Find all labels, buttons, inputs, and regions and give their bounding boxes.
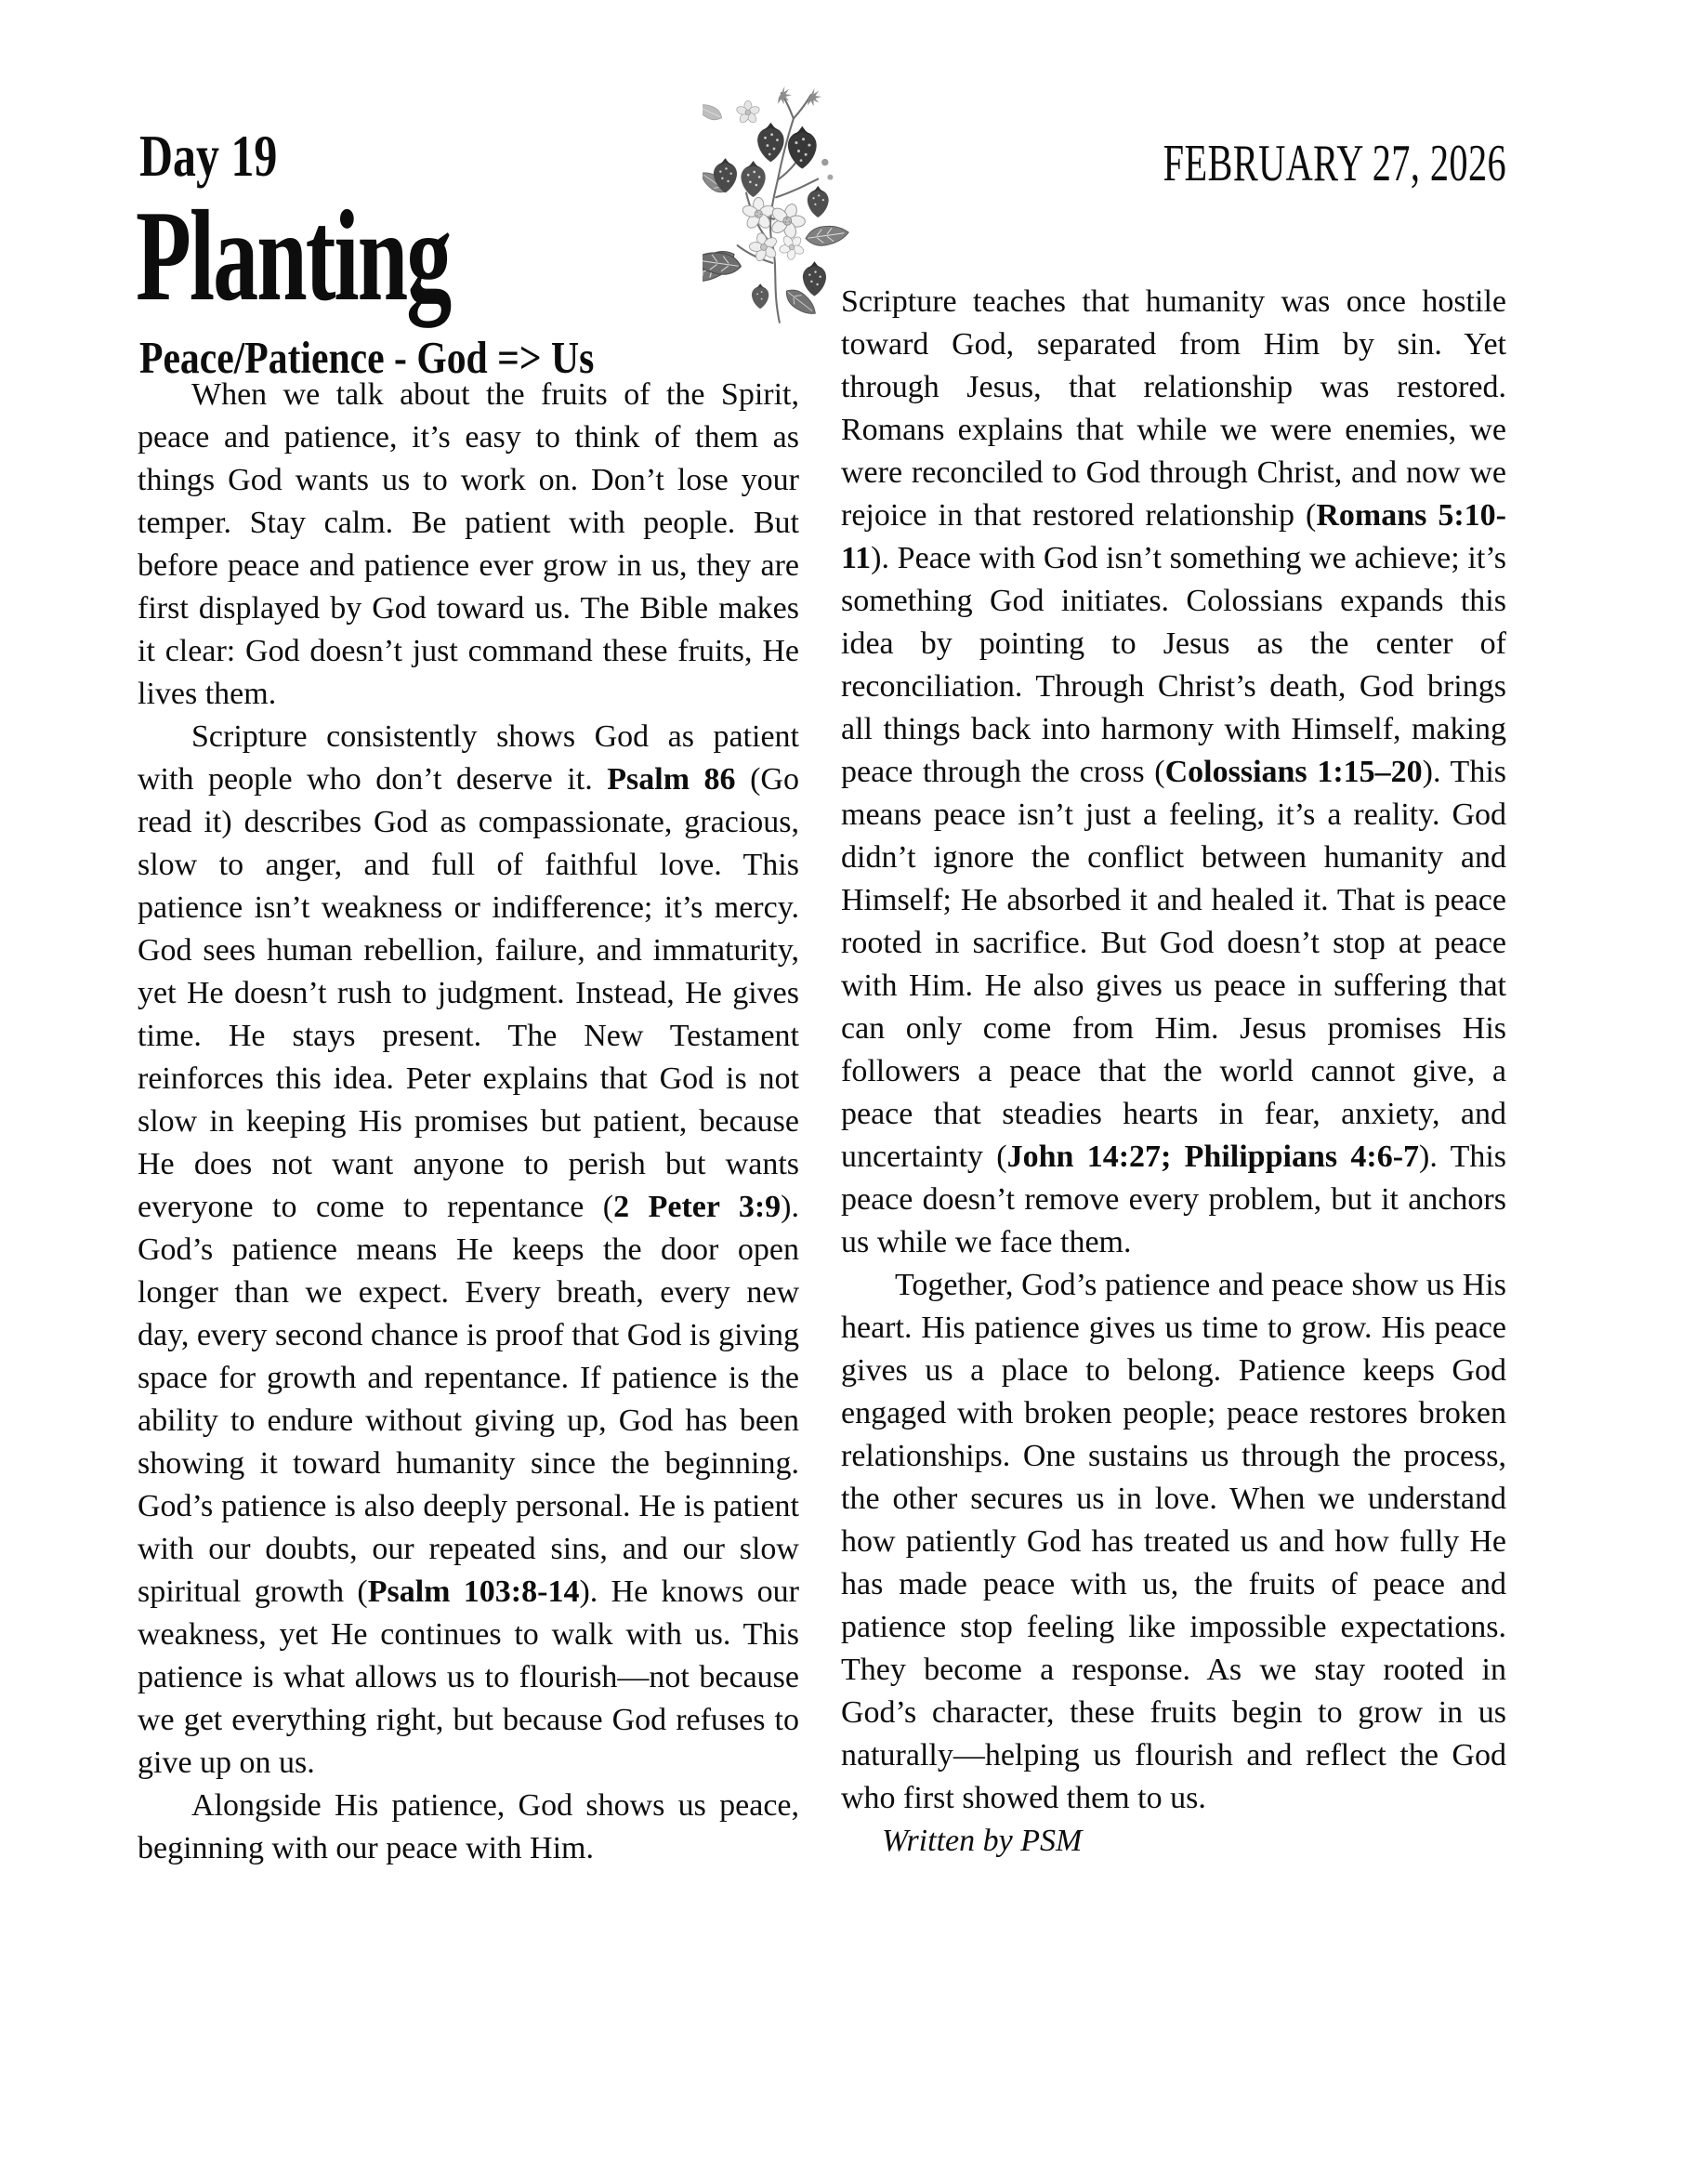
paragraph: When we talk about the fruits of the Spirit, peace and patience, it’s easy to think of them as things God wants us to work on. Don’t lose your temper. Stay calm. Be patient with people. But before peace and patience ever grow in us, they are first displayed by God toward us. The Bible makes it clear: God doesn’t just command these fruits, He lives them.	[138, 377, 799, 711]
page-title-text: Planting	[136, 184, 451, 328]
flower-top	[736, 100, 761, 124]
paragraph: Scripture consistently shows God as patient with people who don’t deserve it. Psalm 86 (Go read it) describes God as compassionate, gracious, slow to anger, and full of faithful love. This patience isn’t weakness or indifference; it’s mercy. God sees human rebellion, failure, and immaturity, yet He doesn’t rush to judgment. Instead, He gives time. He stays present. The New Testament reinforces this idea. Peter explains that God is not slow in keeping His promises but patient, because He does not want anyone to perish but wants everyone to come to repentance (2 Peter 3:9). God’s patience means He keeps the door open longer than we expect. Every breath, every new day, every second chance is proof that God is giving space for growth and repentance. If patience is the ability to endure without giving up, God has been showing it toward humanity since the beginning. God’s patience is also deeply personal. He is patient with our doubts, our repeated sins, and our slow spiritual growth (Psalm 103:8-14). He knows our weakness, yet He continues to walk with us. This patience is what allows us to flourish—not because we get everything right, but because God refuses to give up on us.	[138, 719, 799, 1780]
byline	[841, 1820, 1506, 1863]
paragraph: Scripture teaches that humanity was once hostile toward God, separated from Him by sin. Yet through Jesus, that relationship was restored. Romans explains that while we were enemies, we were reconciled to God through Christ, and now we rejoice in that restored relationship (Romans 5:10-11). Peace with God isn’t something we achieve; it’s something God initiates. Colossians expands this idea by pointing to Jesus as the center of reconciliation. Through Christ’s death, God brings all things back into harmony with Himself, making peace through the cross (Colossians 1:15–20). This means peace isn’t just a feeling, it’s a reality. God didn’t ignore the conflict between humanity and Himself; He absorbed it and healed it. That is peace rooted in sacrifice. But God doesn’t stop at peace with Him. He also gives us peace in suffering that can only come from Him. Jesus promises His followers a peace that the world cannot give, a peace that steadies hearts in fear, anxiety, and uncertainty (John 14:27; Philippians 4:6-7). This peace doesn’t remove every problem, but it anchors us while we face them.	[841, 284, 1507, 1259]
paragraph: Together, God’s patience and peace show us His heart. His patience gives us time to grow. His peace gives us a place to belong. Patience keeps God engaged with broken people; peace restores broken relationships. One sustains us through the process, the other secures us in love. When we understand how patiently God has treated us and how fully He has made peace with us, the fruits of peace and patience stop feeling like impossible expectations. They become a response. As we stay rooted in God’s character, these fruits begin to grow in us naturally—helping us flourish and reflect the God who first showed them to us.	[841, 1268, 1506, 1815]
strawberry-illustration	[703, 78, 851, 325]
pale-leaf	[703, 100, 725, 124]
article-right-column	[841, 281, 1506, 1863]
day-label	[139, 123, 316, 189]
day-label-text: Day 19	[139, 123, 278, 189]
page-title	[136, 184, 585, 328]
article-left-column	[138, 374, 799, 1870]
page-date	[841, 135, 1506, 192]
paragraph: Alongside His patience, God shows us peace, beginning with our peace with Him.	[138, 1788, 799, 1865]
byline-text: Written by PSM	[882, 1824, 1083, 1858]
page-date-text: FEBRUARY 27, 2026	[1163, 135, 1506, 192]
page-subtitle-text: Peace/Patience - God => Us	[139, 332, 595, 383]
